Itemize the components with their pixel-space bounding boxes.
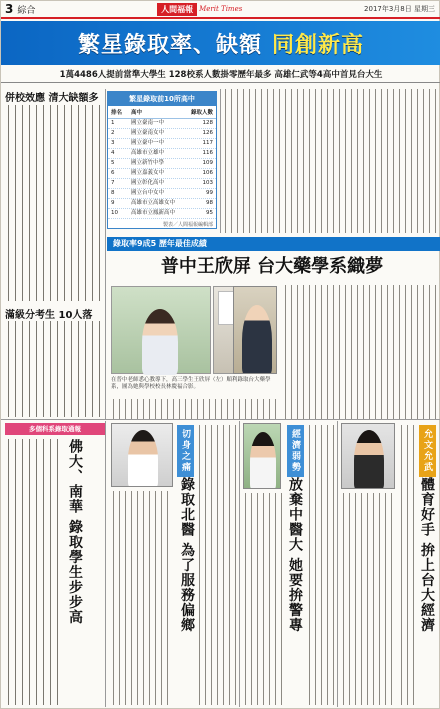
story-4-tag: 允文允武 bbox=[419, 425, 436, 477]
table-header-cell: 排名 bbox=[111, 110, 123, 116]
right-article-text bbox=[223, 89, 437, 233]
feature-article-text-lower bbox=[111, 399, 279, 419]
count-cell: 99 bbox=[206, 190, 213, 196]
section-divider bbox=[1, 419, 440, 420]
masthead-logo-en: Merit Times bbox=[199, 5, 243, 13]
left-headline-1: 併校效應 清大缺額多 bbox=[5, 93, 99, 104]
story-2-text bbox=[111, 491, 173, 705]
school-cell: 國立新竹中學 bbox=[131, 160, 165, 166]
rank-cell: 10 bbox=[111, 210, 118, 216]
story-3-photo bbox=[243, 423, 281, 489]
rank-cell: 7 bbox=[111, 180, 115, 186]
story-4-headline: 體育好手 拚上台大經濟 bbox=[419, 477, 435, 633]
ranking-table bbox=[107, 91, 217, 229]
left-headline-2: 滿級分考生 10人落 bbox=[5, 310, 93, 321]
headline-banner bbox=[1, 21, 440, 65]
table-row bbox=[108, 209, 216, 219]
column-divider bbox=[337, 421, 338, 707]
school-cell: 高雄市立高雄女中 bbox=[131, 200, 176, 206]
column-divider bbox=[220, 89, 221, 233]
table-row bbox=[108, 149, 216, 159]
table-header-row bbox=[108, 106, 216, 119]
story-3-headline: 放棄中醫大 她要拚警專 bbox=[287, 477, 303, 633]
column-divider bbox=[105, 421, 106, 707]
feature-bar: 錄取率9成5 歷年最佳成績 bbox=[107, 237, 440, 251]
issue-date: 2017年3月8日 星期三 bbox=[364, 5, 435, 13]
left-article-text-1 bbox=[5, 105, 103, 301]
pink-section-bar: 多個科系錄取通報 bbox=[5, 423, 105, 435]
school-cell: 高雄市立雄中 bbox=[131, 150, 165, 156]
student-figure bbox=[354, 430, 384, 489]
story-1-headline: 佛大、南華 錄取學生步步高 bbox=[67, 439, 83, 625]
table-row bbox=[108, 179, 216, 189]
rank-cell: 1 bbox=[111, 120, 115, 126]
rank-cell: 6 bbox=[111, 170, 115, 176]
count-cell: 109 bbox=[202, 160, 213, 166]
feature-title: 普中王欣屏 台大藥學系織夢 bbox=[160, 256, 384, 277]
principal-figure bbox=[242, 305, 272, 374]
school-cell: 高雄市立鳳新高中 bbox=[131, 210, 176, 216]
table-row bbox=[108, 119, 216, 129]
story-4-text-b bbox=[399, 425, 415, 705]
headline-part-1: 繁星錄取率、缺額 bbox=[77, 32, 262, 58]
table-row bbox=[108, 189, 216, 199]
count-cell: 106 bbox=[202, 170, 213, 176]
story-2-tag: 切身之痛 bbox=[177, 425, 194, 477]
school-cell: 國立嘉義女中 bbox=[131, 170, 165, 176]
table-row bbox=[108, 199, 216, 209]
story-2-photo bbox=[111, 423, 173, 487]
left-article-text-2 bbox=[5, 321, 103, 417]
story-4-text bbox=[341, 493, 395, 705]
table-header-cell: 高中 bbox=[131, 110, 143, 116]
headline-part-2: 同創新高 bbox=[272, 32, 365, 58]
page-header bbox=[1, 1, 440, 19]
story-2-text-b bbox=[197, 425, 237, 705]
rank-cell: 5 bbox=[111, 160, 115, 166]
school-cell: 國立彰化高中 bbox=[131, 180, 165, 186]
page-number: 3 bbox=[5, 2, 14, 16]
student-figure bbox=[142, 309, 178, 375]
student-figure bbox=[250, 432, 276, 489]
rank-cell: 8 bbox=[111, 190, 115, 196]
rank-cell: 3 bbox=[111, 140, 115, 146]
story-3-tag: 經濟弱勢 bbox=[287, 425, 304, 477]
school-cell: 國立臺中一中 bbox=[131, 140, 165, 146]
table-source: 製表／人間福報編輯部 bbox=[162, 222, 213, 228]
feature-article-text bbox=[283, 285, 437, 419]
school-cell: 國立臺南一中 bbox=[131, 120, 165, 126]
count-cell: 98 bbox=[206, 200, 213, 206]
table-row bbox=[108, 169, 216, 179]
rank-cell: 2 bbox=[111, 130, 115, 136]
table-row bbox=[108, 159, 216, 169]
feature-caption: 在普中老師悉心教導下，高三學生王欣屏（左）順利錄取台大藥學系，圖為她與學校校長林慶福合影。 bbox=[111, 377, 271, 390]
count-cell: 95 bbox=[206, 210, 213, 216]
school-cell: 國立台中女中 bbox=[131, 190, 165, 196]
story-3-text bbox=[243, 493, 283, 705]
table-row bbox=[108, 139, 216, 149]
count-cell: 103 bbox=[202, 180, 213, 186]
table-title: 繁星錄取前10所高中 bbox=[108, 92, 216, 106]
school-cell: 國立臺南女中 bbox=[131, 130, 165, 136]
masthead-logo: 人間福報 bbox=[157, 3, 197, 16]
rank-cell: 9 bbox=[111, 200, 115, 206]
table-row bbox=[108, 129, 216, 139]
count-cell: 116 bbox=[202, 150, 213, 156]
student-figure bbox=[128, 430, 158, 487]
story-1-text bbox=[5, 439, 63, 705]
column-divider bbox=[239, 421, 240, 707]
count-cell: 128 bbox=[202, 120, 213, 126]
headline-subtitle: 1萬4486人提前當準大學生 128校系人數掛零歷年最多 高雄仁武等4高中首見台大生 bbox=[1, 67, 440, 83]
story-4-photo bbox=[341, 423, 395, 489]
count-cell: 126 bbox=[202, 130, 213, 136]
table-header-cell: 錄取人數 bbox=[190, 110, 213, 116]
story-2-headline: 錄取北醫 為了服務偏鄉 bbox=[179, 477, 195, 633]
count-cell: 117 bbox=[202, 140, 213, 146]
story-3-text-b bbox=[307, 425, 335, 705]
rank-cell: 4 bbox=[111, 150, 115, 156]
feature-photo-principal bbox=[233, 286, 277, 374]
section-label: 綜合 bbox=[17, 5, 36, 16]
column-divider bbox=[105, 89, 106, 419]
feature-photo-student bbox=[111, 286, 211, 374]
